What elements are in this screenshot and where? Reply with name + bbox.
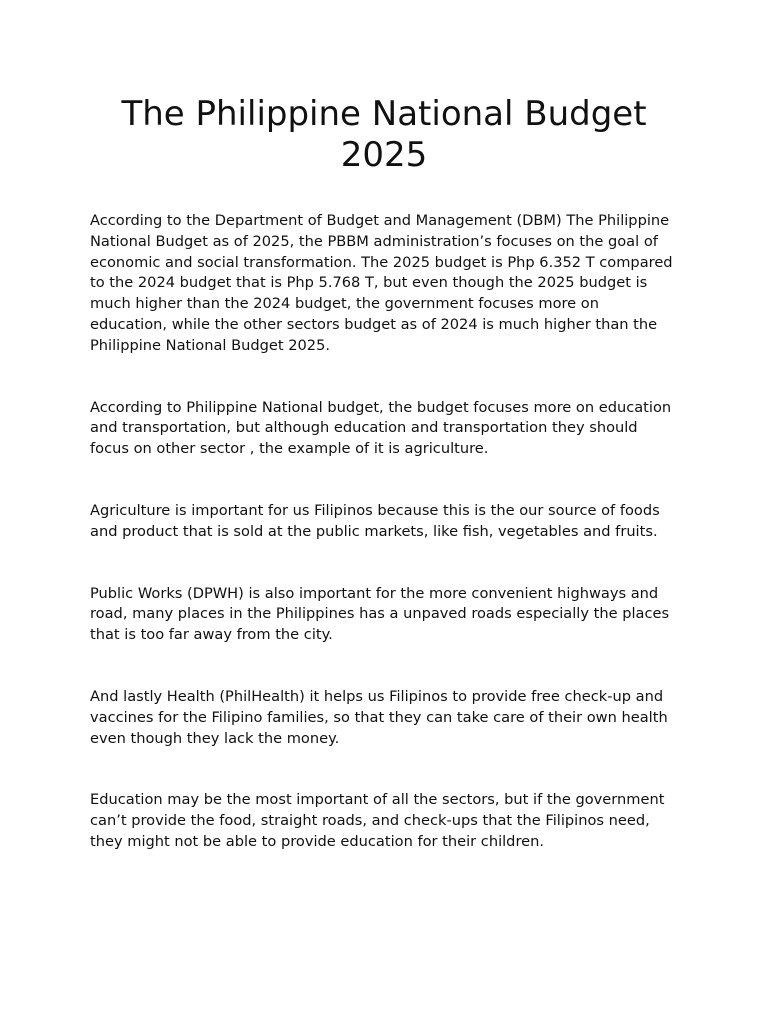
paragraph-education: Education may be the most important of all the sectors, but if the government can’t provide the food, straight roads, and check-ups that the Filipinos need, they might not be able to provide education for their children. xyxy=(90,791,665,850)
document-title: The Philippine National Budget 2025 xyxy=(121,94,647,175)
paragraph-agriculture: Agriculture is important for us Filipinos because this is the our source of foods and product that is sold at the public markets, like fish, vegetables and fruits. xyxy=(90,501,660,540)
paragraph-focus: According to Philippine National budget, the budget focuses more on education and transportation, but although education and transportation they should focus on other sector , the example of it is agriculture. xyxy=(90,398,672,458)
paragraph-intro: According to the Department of Budget and Management (DBM) The Philippine National Budget as of 2025, the PBBM administration’s focuses on the goal of economic and social transformation. The 2025 budget is Php 6.352 T compared to the 2024 budget that is Php 5.768 T, but even though the 2025 budget is much higher than the 2024 budget, the government focuses more on education, while the other sectors budget as of 2024 is much higher than the Philippine National Budget 2025. xyxy=(90,212,673,354)
paragraph-health: And lastly Health (PhilHealth) it helps us Filipinos to provide free check-up and vaccines for the Filipino families, so that they can take care of their own health even though they lack the money. xyxy=(90,687,668,747)
paragraph-public-works: Public Works (DPWH) is also important for the more convenient highways and road, many places in the Philippines has a unpaved roads especially the places that is too far away from the city. xyxy=(90,584,670,644)
document-body xyxy=(90,211,680,894)
